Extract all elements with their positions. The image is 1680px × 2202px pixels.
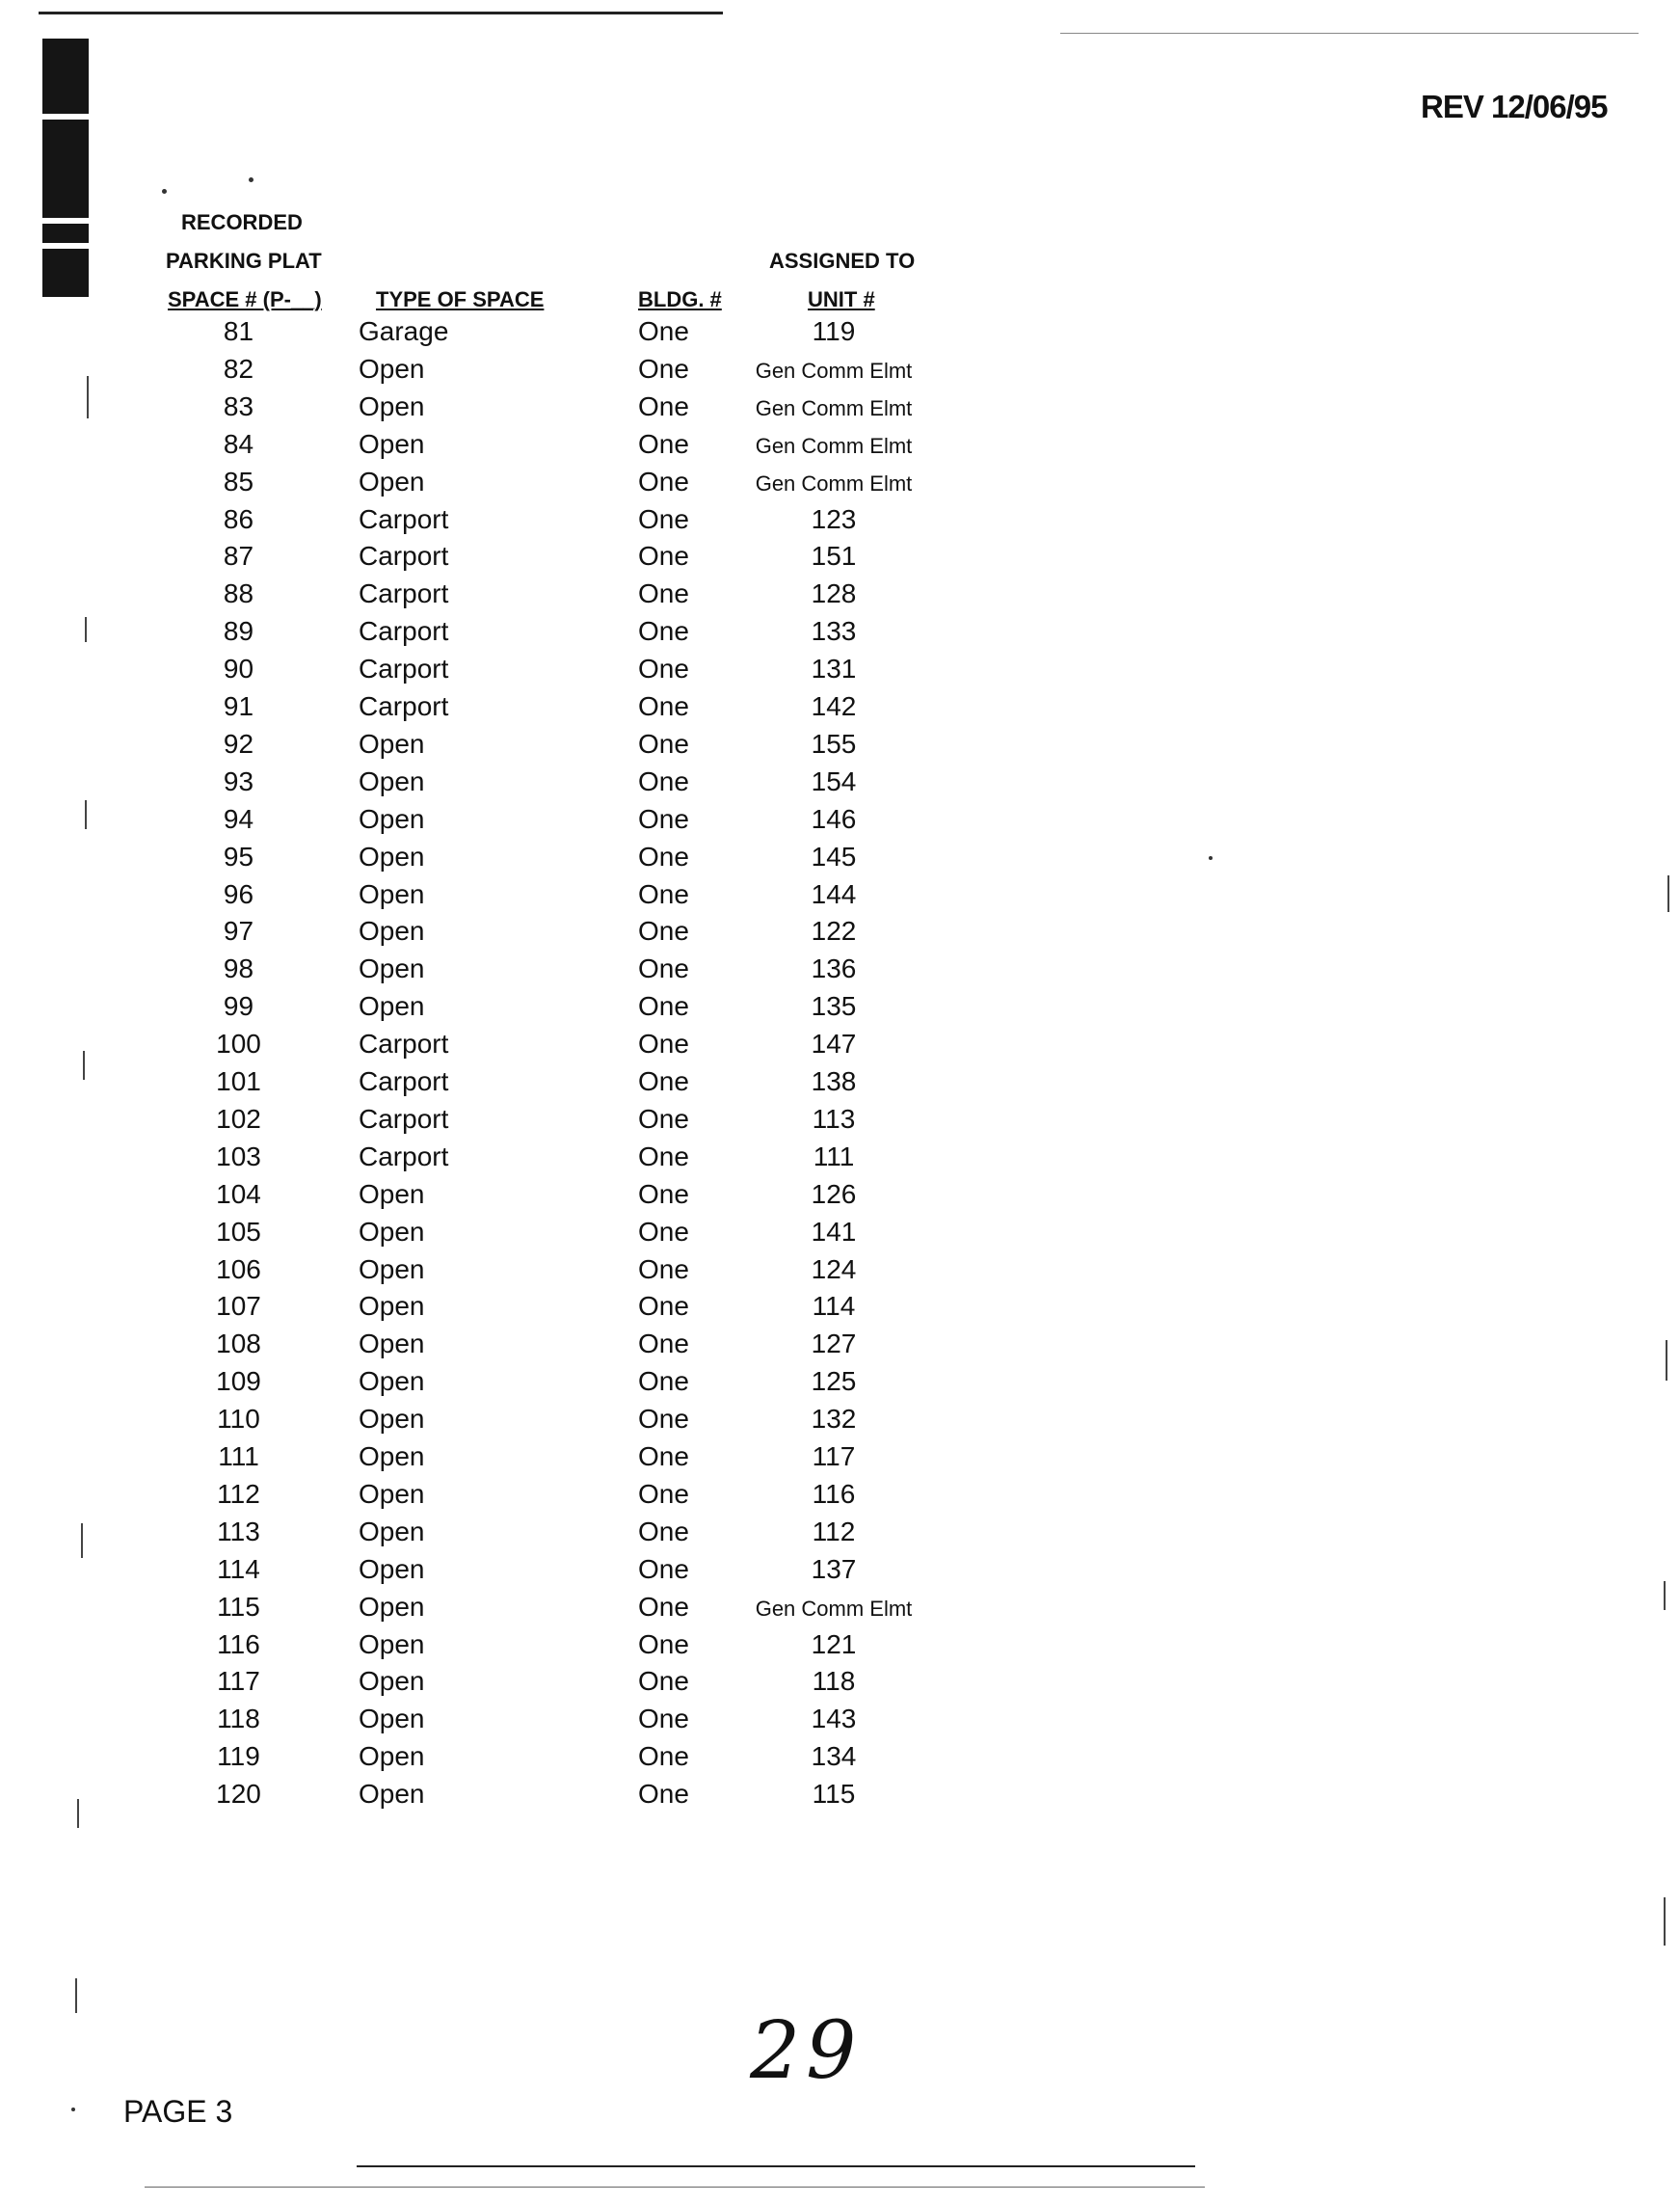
table-row [0, 1029, 964, 1066]
cell-type-of-space: Open [359, 803, 425, 834]
cell-type-of-space: Open [359, 428, 425, 459]
cell-space-number: 87 [223, 541, 254, 572]
table-row [0, 1141, 964, 1179]
cell-assigned-unit: 133 [811, 616, 857, 647]
table-row [0, 1066, 964, 1104]
cell-building: One [638, 1366, 689, 1397]
cell-space-number: 92 [223, 728, 254, 759]
cell-assigned-unit: 118 [812, 1666, 856, 1697]
cell-assigned-unit: 142 [811, 691, 857, 721]
table-row [0, 1104, 964, 1141]
binder-margin-gap [42, 243, 89, 249]
table-row [0, 916, 964, 953]
cell-assigned-unit: Gen Comm Elmt [755, 358, 913, 383]
cell-type-of-space: Carport [359, 1066, 449, 1096]
table-row [0, 1517, 964, 1554]
cell-type-of-space: Open [359, 1666, 425, 1697]
table-row [0, 691, 964, 729]
cell-building: One [638, 1666, 689, 1697]
cell-assigned-unit: 131 [811, 654, 857, 685]
scan-edge-line-top-right [1060, 33, 1639, 34]
cell-space-number: 90 [223, 654, 254, 685]
cell-assigned-unit: 113 [812, 1103, 856, 1134]
cell-type-of-space: Open [359, 1516, 425, 1546]
table-row [0, 1329, 964, 1366]
cell-type-of-space: Carport [359, 1141, 449, 1171]
cell-building: One [638, 1291, 689, 1322]
cell-type-of-space: Open [359, 1404, 425, 1435]
table-row [0, 1441, 964, 1479]
cell-space-number: 94 [223, 803, 254, 834]
cell-space-number: 111 [218, 1441, 259, 1471]
cell-building: One [638, 1103, 689, 1134]
cell-assigned-unit: 112 [812, 1516, 856, 1546]
cell-space-number: 86 [223, 503, 254, 534]
binder-margin-gap [42, 218, 89, 224]
page-number-label: PAGE 3 [123, 2094, 233, 2129]
cell-space-number: 99 [223, 991, 254, 1022]
cell-assigned-unit: 125 [811, 1366, 857, 1397]
cell-type-of-space: Open [359, 1329, 425, 1359]
cell-building: One [638, 316, 689, 346]
cell-assigned-unit: 124 [811, 1253, 857, 1284]
cell-type-of-space: Open [359, 353, 425, 384]
column-header-unit-line2: UNIT # [808, 287, 875, 311]
cell-assigned-unit: 127 [811, 1329, 857, 1359]
cell-space-number: 85 [223, 466, 254, 497]
cell-type-of-space: Carport [359, 578, 449, 609]
cell-building: One [638, 541, 689, 572]
cell-building: One [638, 428, 689, 459]
table-row [0, 1779, 964, 1816]
cell-type-of-space: Open [359, 1628, 425, 1659]
column-header-unit-line1: ASSIGNED TO [769, 249, 916, 273]
cell-building: One [638, 1441, 689, 1471]
cell-space-number: 84 [223, 428, 254, 459]
cell-building: One [638, 841, 689, 872]
table-row [0, 879, 964, 917]
cell-assigned-unit: 141 [811, 1216, 857, 1247]
cell-space-number: 116 [217, 1628, 260, 1659]
cell-assigned-unit: 123 [811, 503, 857, 534]
table-row [0, 504, 964, 542]
column-header-type: TYPE OF SPACE [376, 287, 545, 311]
cell-building: One [638, 1779, 689, 1810]
cell-assigned-unit: 137 [811, 1553, 857, 1584]
cell-assigned-unit: 116 [812, 1478, 856, 1509]
cell-space-number: 114 [217, 1553, 260, 1584]
cell-assigned-unit: Gen Comm Elmt [755, 470, 913, 496]
cell-assigned-unit: 134 [811, 1741, 857, 1772]
table-row [0, 316, 964, 354]
cell-space-number: 108 [216, 1329, 261, 1359]
table-row [0, 354, 964, 391]
cell-space-number: 96 [223, 878, 254, 909]
cell-space-number: 106 [216, 1253, 261, 1284]
cell-space-number: 95 [223, 841, 254, 872]
table-row [0, 578, 964, 616]
table-row [0, 1479, 964, 1517]
cell-building: One [638, 1704, 689, 1734]
cell-assigned-unit: 117 [812, 1441, 856, 1471]
scan-edge-line-bottom-2 [145, 2187, 1205, 2188]
scan-margin-mark [1666, 1340, 1667, 1381]
cell-type-of-space: Open [359, 1366, 425, 1397]
cell-assigned-unit: 151 [811, 541, 857, 572]
cell-type-of-space: Open [359, 841, 425, 872]
cell-assigned-unit: 126 [811, 1178, 857, 1209]
cell-type-of-space: Open [359, 466, 425, 497]
cell-space-number: 112 [217, 1478, 260, 1509]
cell-space-number: 93 [223, 765, 254, 796]
cell-assigned-unit: 143 [811, 1704, 857, 1734]
cell-assigned-unit: 138 [811, 1066, 857, 1096]
scan-margin-mark [1664, 1897, 1666, 1946]
cell-assigned-unit: 115 [812, 1779, 856, 1810]
cell-type-of-space: Open [359, 390, 425, 421]
cell-building: One [638, 1478, 689, 1509]
cell-type-of-space: Open [359, 765, 425, 796]
cell-space-number: 120 [216, 1779, 261, 1810]
cell-assigned-unit: 122 [811, 916, 857, 947]
cell-type-of-space: Carport [359, 1103, 449, 1134]
cell-space-number: 103 [216, 1141, 261, 1171]
cell-building: One [638, 1216, 689, 1247]
cell-building: One [638, 466, 689, 497]
cell-building: One [638, 1741, 689, 1772]
cell-space-number: 113 [217, 1516, 260, 1546]
table-row [0, 654, 964, 691]
scan-speck [249, 177, 253, 182]
cell-building: One [638, 953, 689, 984]
table-row [0, 1554, 964, 1592]
cell-building: One [638, 1178, 689, 1209]
table-row [0, 1254, 964, 1292]
scan-speck [1209, 856, 1213, 860]
cell-space-number: 100 [216, 1029, 261, 1060]
cell-type-of-space: Carport [359, 1029, 449, 1060]
table-row [0, 729, 964, 766]
cell-space-number: 119 [217, 1741, 260, 1772]
cell-assigned-unit: 154 [811, 765, 857, 796]
cell-assigned-unit: 114 [812, 1291, 856, 1322]
table-row [0, 541, 964, 578]
cell-space-number: 101 [216, 1066, 261, 1096]
cell-space-number: 118 [217, 1704, 260, 1734]
scan-margin-mark [1664, 1581, 1666, 1610]
cell-space-number: 107 [216, 1291, 261, 1322]
cell-building: One [638, 691, 689, 721]
cell-assigned-unit: Gen Comm Elmt [755, 395, 913, 420]
cell-space-number: 82 [223, 353, 254, 384]
cell-building: One [638, 916, 689, 947]
cell-building: One [638, 1141, 689, 1171]
cell-space-number: 102 [216, 1103, 261, 1134]
cell-building: One [638, 803, 689, 834]
cell-building: One [638, 1029, 689, 1060]
cell-type-of-space: Open [359, 1478, 425, 1509]
cell-building: One [638, 1253, 689, 1284]
cell-type-of-space: Carport [359, 616, 449, 647]
cell-type-of-space: Open [359, 1741, 425, 1772]
cell-assigned-unit: 111 [813, 1141, 855, 1171]
table-row [0, 1366, 964, 1404]
table-row [0, 842, 964, 879]
cell-space-number: 115 [217, 1591, 260, 1622]
cell-assigned-unit: 147 [811, 1029, 857, 1060]
table-row [0, 766, 964, 804]
scan-edge-line-top [39, 12, 723, 14]
cell-assigned-unit: 144 [811, 878, 857, 909]
cell-type-of-space: Open [359, 1216, 425, 1247]
table-row [0, 1741, 964, 1779]
cell-building: One [638, 878, 689, 909]
table-row [0, 1704, 964, 1741]
cell-building: One [638, 578, 689, 609]
cell-type-of-space: Open [359, 1291, 425, 1322]
cell-type-of-space: Open [359, 728, 425, 759]
cell-space-number: 117 [217, 1666, 260, 1697]
revision-date: REV 12/06/95 [1421, 89, 1608, 124]
cell-type-of-space: Garage [359, 316, 449, 346]
table-row [0, 804, 964, 842]
cell-assigned-unit: 132 [811, 1404, 857, 1435]
table-row [0, 616, 964, 654]
cell-space-number: 81 [223, 316, 254, 346]
scan-margin-mark [75, 1978, 77, 2013]
table-row [0, 467, 964, 504]
cell-space-number: 97 [223, 916, 254, 947]
cell-building: One [638, 765, 689, 796]
cell-space-number: 83 [223, 390, 254, 421]
cell-space-number: 109 [216, 1366, 261, 1397]
cell-assigned-unit: Gen Comm Elmt [755, 1596, 913, 1621]
cell-type-of-space: Open [359, 1704, 425, 1734]
cell-building: One [638, 991, 689, 1022]
cell-type-of-space: Open [359, 1591, 425, 1622]
cell-type-of-space: Open [359, 991, 425, 1022]
cell-building: One [638, 616, 689, 647]
binder-margin-gap [42, 114, 89, 120]
cell-assigned-unit: 136 [811, 953, 857, 984]
cell-building: One [638, 728, 689, 759]
table-row [0, 953, 964, 991]
cell-type-of-space: Open [359, 1553, 425, 1584]
column-header-space-line1: RECORDED [181, 210, 303, 234]
cell-type-of-space: Open [359, 1779, 425, 1810]
scan-margin-mark [1667, 875, 1669, 912]
table-row [0, 991, 964, 1029]
cell-assigned-unit: 146 [811, 803, 857, 834]
cell-type-of-space: Open [359, 1441, 425, 1471]
cell-assigned-unit: 135 [811, 991, 857, 1022]
cell-building: One [638, 1329, 689, 1359]
cell-building: One [638, 390, 689, 421]
column-header-space-line3: SPACE # (P-__) [168, 287, 322, 311]
cell-type-of-space: Open [359, 1253, 425, 1284]
cell-space-number: 88 [223, 578, 254, 609]
cell-building: One [638, 1404, 689, 1435]
cell-type-of-space: Open [359, 916, 425, 947]
table-row [0, 1217, 964, 1254]
cell-building: One [638, 503, 689, 534]
table-row [0, 1291, 964, 1329]
cell-type-of-space: Carport [359, 541, 449, 572]
cell-type-of-space: Open [359, 878, 425, 909]
cell-building: One [638, 1628, 689, 1659]
column-header-bldg: BLDG. # [638, 287, 722, 311]
cell-space-number: 110 [217, 1404, 260, 1435]
table-row [0, 1592, 964, 1629]
column-header-space-line2: PARKING PLAT [166, 249, 322, 273]
cell-assigned-unit: 119 [812, 316, 856, 346]
cell-space-number: 98 [223, 953, 254, 984]
table-row [0, 1629, 964, 1667]
cell-space-number: 104 [216, 1178, 261, 1209]
cell-type-of-space: Open [359, 1178, 425, 1209]
cell-assigned-unit: 145 [811, 841, 857, 872]
scan-speck [71, 2108, 75, 2111]
cell-space-number: 105 [216, 1216, 261, 1247]
cell-assigned-unit: 121 [811, 1628, 857, 1659]
cell-building: One [638, 1066, 689, 1096]
cell-building: One [638, 1591, 689, 1622]
handwritten-page-number: 29 [750, 2005, 863, 2097]
cell-building: One [638, 1553, 689, 1584]
cell-type-of-space: Carport [359, 503, 449, 534]
cell-type-of-space: Carport [359, 691, 449, 721]
cell-building: One [638, 1516, 689, 1546]
cell-type-of-space: Open [359, 953, 425, 984]
table-row [0, 1404, 964, 1441]
cell-space-number: 91 [223, 691, 254, 721]
cell-building: One [638, 654, 689, 685]
table-row [0, 391, 964, 429]
table-row [0, 1179, 964, 1217]
scan-edge-line-bottom [357, 2165, 1195, 2167]
table-row [0, 1666, 964, 1704]
table-row [0, 429, 964, 467]
cell-space-number: 89 [223, 616, 254, 647]
cell-assigned-unit: Gen Comm Elmt [755, 433, 913, 458]
cell-assigned-unit: 155 [811, 728, 857, 759]
cell-building: One [638, 353, 689, 384]
cell-assigned-unit: 128 [811, 578, 857, 609]
cell-type-of-space: Carport [359, 654, 449, 685]
binder-margin-strip [42, 39, 89, 297]
scan-speck [162, 189, 167, 194]
